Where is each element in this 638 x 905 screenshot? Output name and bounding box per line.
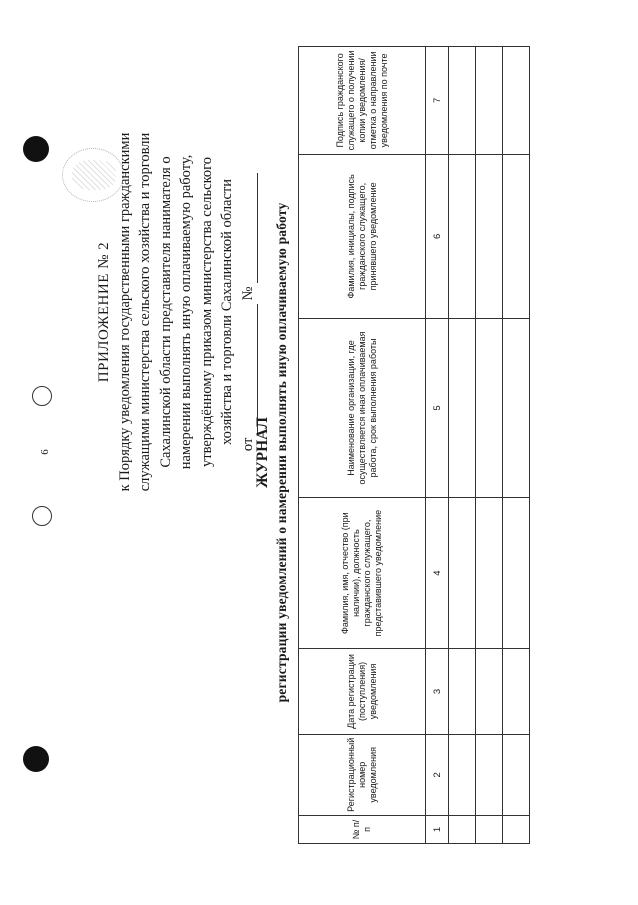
table-cell <box>449 734 476 815</box>
appendix-line: к Порядку уведомления государственными гражданскими <box>116 132 133 492</box>
table-cell <box>449 498 476 649</box>
number-prefix: № <box>239 286 256 301</box>
page-number: 6 <box>38 449 51 455</box>
column-header: Фамилия, имя, отчество (при наличии), должность гражданского служащего, представившего уведомление <box>299 498 426 649</box>
appendix-title: ПРИЛОЖЕНИЕ № 2 <box>96 241 112 383</box>
table-cell <box>449 815 476 843</box>
table-cell <box>476 319 503 498</box>
column-number: 4 <box>426 498 449 649</box>
column-header: № п/п <box>299 815 426 843</box>
appendix-heading <box>94 72 258 552</box>
table-cell <box>503 498 530 649</box>
column-number: 5 <box>426 319 449 498</box>
column-header: Дата регистрации (поступления) уведомления <box>299 649 426 735</box>
column-number: 6 <box>426 154 449 318</box>
column-number-row <box>426 47 449 844</box>
table-header-row <box>299 47 426 844</box>
column-number: 1 <box>426 815 449 843</box>
table-cell <box>476 47 503 155</box>
column-header: Фамилия, инициалы, подпись гражданского служащего, принявшего уведомление <box>299 154 426 318</box>
column-header: Регистрационный номер уведомления <box>299 734 426 815</box>
appendix-line: служащими министерства сельского хозяйства и торговли <box>137 132 153 492</box>
table-cell <box>503 47 530 155</box>
table-row <box>449 47 476 844</box>
journal-title: ЖУРНАЛ <box>254 417 271 488</box>
appendix-line: утверждённому приказом министерства сельского <box>198 157 215 467</box>
appendix-line: хозяйства и торговли Сахалинской области <box>219 178 235 446</box>
table-cell <box>476 498 503 649</box>
table-cell <box>449 649 476 735</box>
column-number: 7 <box>426 47 449 155</box>
column-header: Наименование организации, где осуществляется иная оплачиваемая работа, срок выполнения работы <box>299 319 426 498</box>
table-cell <box>503 154 530 318</box>
appendix-line: намерении выполнять иную оплачиваемую работу, <box>178 154 194 470</box>
document-body <box>22 23 614 882</box>
table-cell <box>476 734 503 815</box>
journal-subtitle: регистрации уведомлений о намерении выполнять иную оплачиваемую работу <box>274 202 289 703</box>
column-number: 2 <box>426 734 449 815</box>
table-cell <box>476 154 503 318</box>
journal-table <box>298 46 530 844</box>
column-header: Подпись гражданского служащего о получении копии уведомления/отметка о направлении уведомления по почте <box>299 47 426 155</box>
appendix-line: Сахалинской области представителя нанимателя о <box>157 156 174 468</box>
table-row <box>476 47 503 844</box>
table-cell <box>503 319 530 498</box>
table-cell <box>476 815 503 843</box>
table-cell <box>449 154 476 318</box>
table-cell <box>449 319 476 498</box>
table-cell <box>503 734 530 815</box>
table-cell <box>503 815 530 843</box>
column-number: 3 <box>426 649 449 735</box>
table-cell <box>449 47 476 155</box>
table-cell <box>503 649 530 735</box>
table-cell <box>476 649 503 735</box>
date-prefix: от <box>239 437 256 452</box>
table-row <box>503 47 530 844</box>
